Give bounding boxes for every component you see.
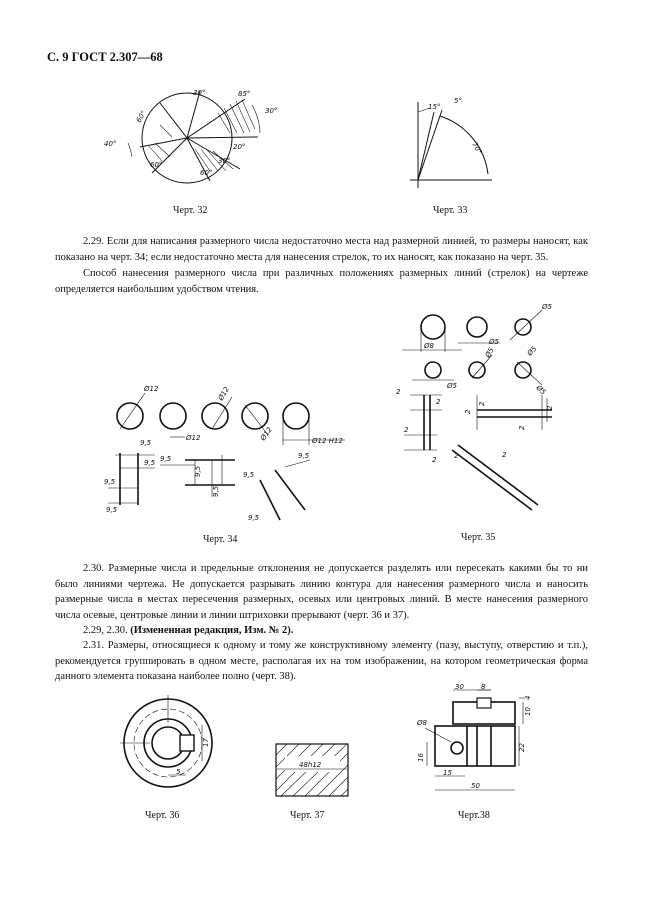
- fig32-label: 30°: [218, 157, 231, 165]
- fig35-label: Ø5: [534, 383, 548, 397]
- fig34-label: 9,5: [140, 439, 152, 447]
- fig32-label: 60°: [134, 109, 148, 124]
- fig32-label: 30°: [265, 107, 278, 115]
- fig34-label: Ø12 H12: [312, 437, 343, 445]
- paragraph-2-31: 2.31. Размеры, относящиеся к одному и тому же конструктивному элементу (пазу, выступу, отверстию и т.п.), рекомендуется группировать в одном месте, располагая их на том изображении, на котором геометрическая форма данного элемента показана наиболее полно (черт. 38).: [55, 640, 588, 683]
- fig38-label: 10: [524, 707, 532, 716]
- fig35-label: 2: [436, 398, 441, 406]
- fig35-label: 2: [502, 451, 507, 459]
- fig35-label: Ø5: [542, 303, 552, 311]
- fig32-label: 20°: [233, 143, 246, 151]
- fig32-label: 60°: [200, 169, 213, 177]
- fig38-label: 16: [417, 753, 425, 762]
- fig33-label: 15°: [428, 103, 441, 111]
- caption-fig36: Черт. 36: [145, 810, 180, 821]
- caption-fig35: Черт. 35: [461, 532, 496, 543]
- fig32-label: 60°: [150, 161, 163, 169]
- figure-35: [392, 300, 567, 520]
- fig37-label: 48h12: [299, 761, 322, 769]
- fig38-label: Ø8: [417, 719, 427, 727]
- fig35-label: 2: [454, 452, 459, 460]
- fig35-label: Ø5: [447, 382, 457, 390]
- fig34-label: 9,5: [104, 478, 116, 486]
- fig34-label: Ø12: [216, 385, 231, 402]
- fig34-label: Ø12: [259, 425, 274, 443]
- fig35-label: 2: [478, 401, 486, 406]
- fig35-label: 2: [546, 405, 554, 410]
- amendment-note: (Измененная редакция, Изм. № 2).: [130, 625, 294, 636]
- fig34-label: 9,5: [160, 455, 172, 463]
- figure-38: [405, 680, 545, 798]
- fig38-label: 15: [443, 769, 452, 777]
- fig32-label: 30°: [193, 89, 206, 97]
- fig38-label: 50: [471, 782, 480, 790]
- paragraph-2-29-reading: Способ нанесения размерного числа при различных положениях размерных линий (стрелок) на чертеже определяется наибольшим удобством чтения.: [55, 268, 588, 295]
- fig38-label: 22: [518, 743, 526, 752]
- fig35-label: Ø5: [525, 344, 539, 358]
- fig33-label: 70°: [470, 141, 484, 156]
- fig38-label: 30: [455, 683, 464, 691]
- fig35-label: Ø5: [483, 346, 496, 359]
- fig32-label: 40°: [104, 140, 117, 148]
- fig36-label: 5: [176, 768, 181, 776]
- fig36-label: 17: [202, 738, 210, 747]
- page-header: С. 9 ГОСТ 2.307—68: [47, 50, 163, 64]
- figure-33: [400, 92, 500, 197]
- fig35-label: 2: [404, 426, 409, 434]
- fig38-label: 4: [524, 695, 532, 700]
- fig34-label: 9,5: [298, 452, 310, 460]
- fig35-label: 2: [464, 409, 472, 414]
- fig33-label: 5°: [454, 97, 462, 105]
- paragraph-amendment: [55, 623, 588, 639]
- paragraph-2-29: 2.29. Если для написания размерного числа недостаточно места над размерной линией, то размеры наносят, как показано на черт. 34; если недостаточно места для нанесения стрелок, то их наносят, как показано на черт. 35.: [55, 236, 588, 263]
- fig34-label: 9,5: [248, 514, 260, 522]
- fig34-label: 9,5: [144, 459, 156, 467]
- caption-fig32: Черт. 32: [173, 205, 208, 216]
- caption-fig37: Черт. 37: [290, 810, 325, 821]
- figure-32: [100, 85, 280, 190]
- caption-fig38: Черт.38: [458, 810, 490, 821]
- fig35-label: Ø8: [424, 342, 434, 350]
- fig34-label: Ø12: [186, 434, 201, 442]
- fig35-label: 2: [432, 456, 437, 464]
- paragraph-2-30: 2.30. Размерные числа и предельные отклонения не допускается разделять или пересекать какими бы то ни было линиями чертежа. Не допускается разрывать линию контура для нанесения размерного числа и наносить размерные числа в местах пересечения размерных, осевых или центровых линий. В месте нанесения размерного числа осевые, центровые линии и линии штриховки прерывают (черт. 36 и 37).: [55, 563, 588, 621]
- fig38-label: 8: [481, 683, 486, 691]
- fig35-label: 2: [518, 425, 526, 430]
- figure-36: [120, 695, 215, 795]
- fig34-label: 9,5: [243, 471, 255, 479]
- caption-fig33: Черт. 33: [433, 205, 468, 216]
- fig32-label: 85°: [238, 90, 251, 98]
- figure-34: [100, 385, 360, 525]
- fig34-label: Ø12: [144, 385, 159, 393]
- caption-fig34: Черт. 34: [203, 534, 238, 545]
- fig34-label: 9,5: [212, 485, 220, 497]
- fig34-label: 9,5: [194, 465, 202, 477]
- figure-37: [275, 743, 350, 798]
- fig34-label: 9,5: [106, 506, 118, 514]
- amendment-ref: 2.29, 2.30.: [83, 625, 128, 636]
- fig35-label: 2: [396, 388, 401, 396]
- fig35-label: Ø5: [489, 338, 499, 346]
